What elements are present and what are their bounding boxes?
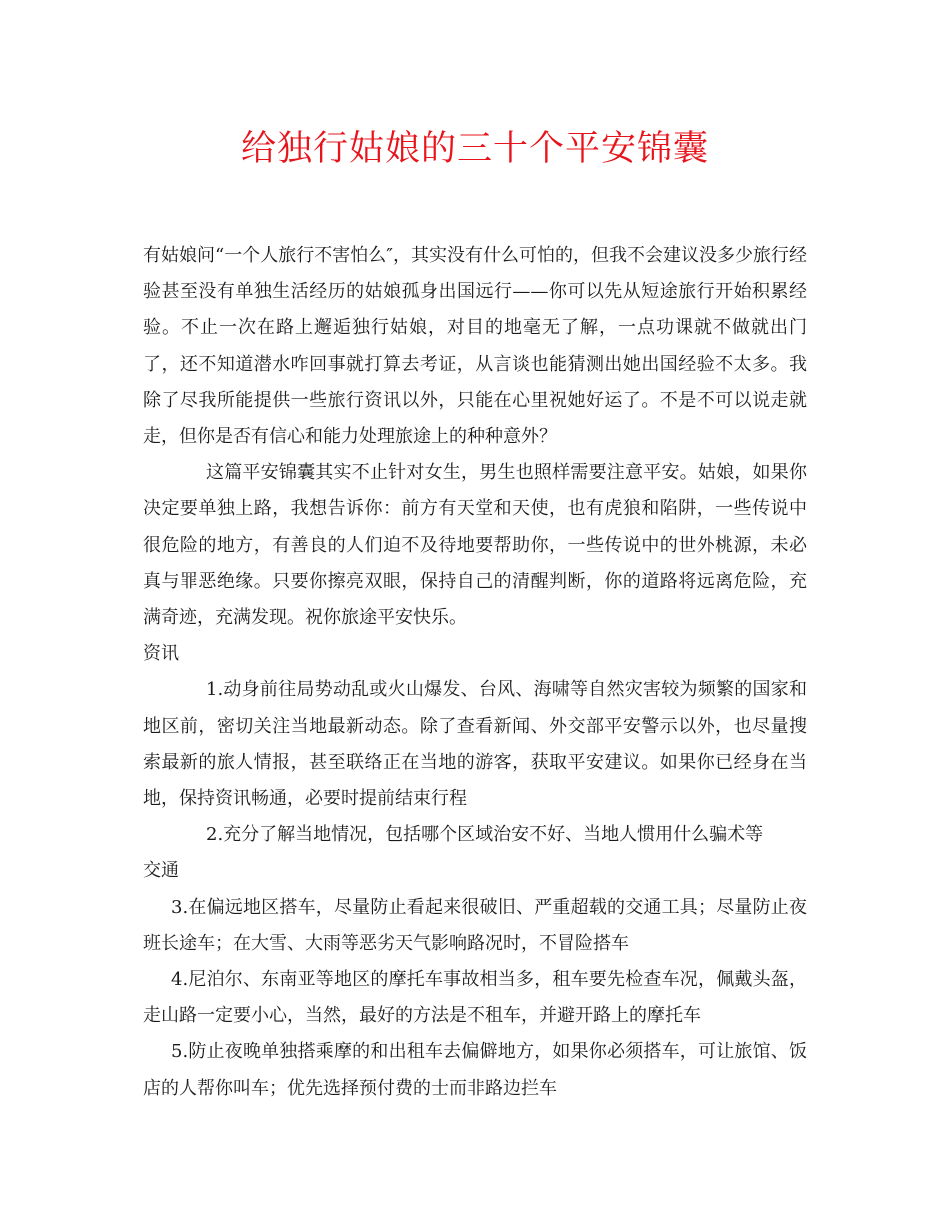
list-item-5-text: 5.防止夜晚单独搭乘摩的和出租车去偏僻地方，如果你必须搭车，可让旅馆、饭店的人帮你叫车；优先选择预付费的士而非路边拦车	[143, 1041, 807, 1099]
advice-paragraph: 这篇平安锦囊其实不止针对女生，男生也照样需要注意平安。姑娘，如果你决定要单独上路，我想告诉你：前方有天堂和天使，也有虎狼和陷阱，一些传说中很危险的地方，有善良的人们迫不及待地要帮助你，一些传说中的世外桃源，未必真与罪恶绝缘。只要你擦亮双眼，保持自己的清醒判断，你的道路将远离危险，充满奇迹，充满发现。祝你旅途平安快乐。	[143, 462, 807, 629]
list-item-4-text: 4.尼泊尔、东南亚等地区的摩托车事故相当多，租车要先检查车况，佩戴头盔，走山路一定要小心，当然，最好的方法是不租车，并避开路上的摩托车	[143, 969, 807, 1027]
section-heading-info: 资讯	[143, 643, 179, 665]
document-body	[143, 238, 807, 1107]
section-heading-transport: 交通	[143, 860, 179, 882]
list-item-4	[143, 962, 807, 1034]
list-item-1: 1.动身前往局势动乱或火山爆发、台风、海啸等自然灾害较为频繁的国家和地区前，密切关注当地最新动态。除了查看新闻、外交部平安警示以外，也尽量搜索最新的旅人情报，甚至联络正在当地的游客，获取平安建议。如果你已经身在当地，保持资讯畅通，必要时提前结束行程	[143, 679, 807, 810]
list-item-2: 2.充分了解当地情况，包括哪个区域治安不好、当地人惯用什么骗术等	[206, 824, 764, 846]
list-item-3	[143, 890, 807, 962]
list-item-5	[143, 1034, 807, 1106]
list-item-3-text: 3.在偏远地区搭车，尽量防止看起来很破旧、严重超载的交通工具；尽量防止夜班长途车；在大雪、大雨等恶劣天气影响路况时，不冒险搭车	[143, 896, 807, 954]
intro-paragraph: 有姑娘问“一个人旅行不害怕么″，其实没有什么可怕的，但我不会建议没多少旅行经验甚至没有单独生活经历的姑娘孤身出国远行——你可以先从短途旅行开始积累经验。不止一次在路上邂逅独行姑娘，对目的地毫无了解，一点功课就不做就出门了，还不知道潜水咋回事就打算去考证，从言谈也能猜测出她出国经验不太多。我除了尽我所能提供一些旅行资讯以外，只能在心里祝她好运了。不是不可以说走就走，但你是否有信心和能力处理旅途上的种种意外？	[143, 245, 807, 448]
document-title: 给独行姑娘的三十个平安锦囊	[240, 129, 709, 169]
